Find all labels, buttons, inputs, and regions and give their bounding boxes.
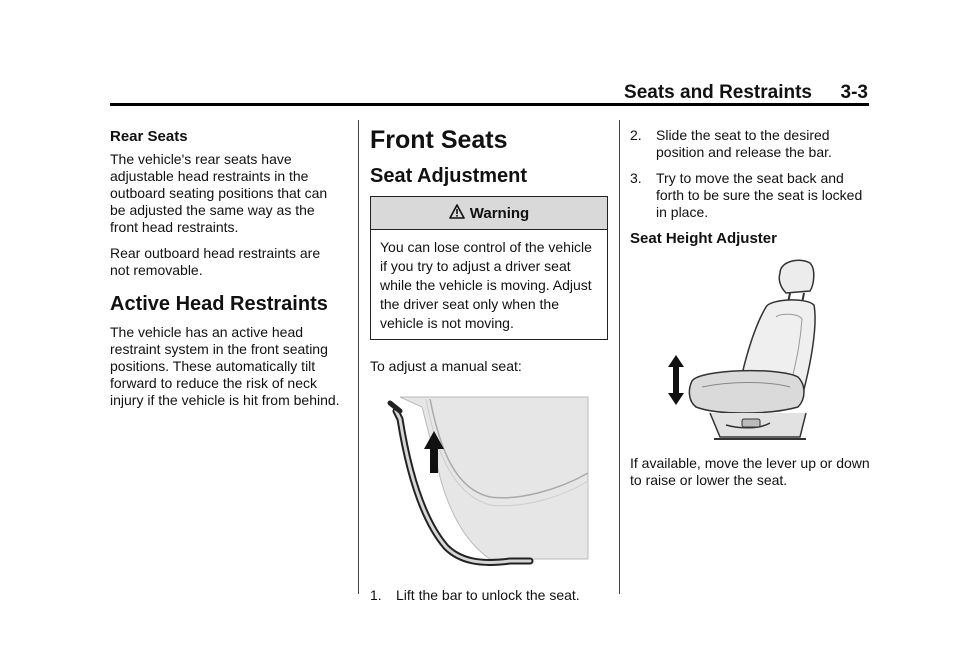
list-item <box>630 170 870 221</box>
seat-height-paragraph: If available, move the lever up or down to raise or lower the seat. <box>630 455 870 488</box>
column-divider-1 <box>358 120 359 594</box>
warning-text: You can lose control of the vehicle if you try to adjust a driver seat while the vehicle is moving. Adjust the driver seat only when the vehicle is not moving. <box>380 239 592 331</box>
step-3-text: Try to move the seat back and forth to be sure the seat is locked in place. <box>656 170 863 220</box>
seat-adjustment-heading: Seat Adjustment <box>370 165 528 187</box>
rear-seats-heading: Rear Seats <box>110 128 188 145</box>
column-right <box>630 127 870 498</box>
step-2-text: Slide the seat to the desired position and release the bar. <box>656 127 832 160</box>
page-number: 3-3 <box>840 82 868 103</box>
active-head-restraints-heading: Active Head Restraints <box>110 293 328 315</box>
page-header-title: Seats and Restraints <box>624 82 812 103</box>
column-middle <box>370 118 608 613</box>
seat-height-lever-illustration <box>630 257 870 447</box>
warning-label: Warning <box>469 204 530 222</box>
step-1-number: 1. <box>370 587 382 603</box>
column-divider-2 <box>619 120 620 594</box>
warning-triangle-icon <box>449 204 465 223</box>
warning-box <box>370 196 608 340</box>
seat-height-adjuster-heading: Seat Height Adjuster <box>630 230 777 247</box>
adjust-steps-list-2 <box>630 127 870 221</box>
manual-seat-intro: To adjust a manual seat: <box>370 358 522 374</box>
column-left <box>110 118 342 418</box>
step-1-text: Lift the bar to unlock the seat. <box>396 587 580 603</box>
header-rule <box>110 103 869 106</box>
list-item <box>630 127 870 161</box>
step-3-number: 3. <box>630 170 642 186</box>
active-head-restraints-paragraph: The vehicle has an active head restraint system in the front seating positions. These automatically tilt forward to reduce the risk of neck injury if the vehicle is hit from behind. <box>110 324 340 408</box>
rear-seats-paragraph-1: The vehicle's rear seats have adjustable head restraints in the outboard seating positions that can be adjusted the same way as the front head restraints. <box>110 151 328 235</box>
front-seats-heading: Front Seats <box>370 126 508 154</box>
rear-seats-paragraph-2: Rear outboard head restraints are not removable. <box>110 245 321 278</box>
adjust-steps-list-1 <box>370 587 608 604</box>
seat-adjust-bar-illustration <box>370 389 608 579</box>
step-2-number: 2. <box>630 127 642 143</box>
list-item <box>370 587 608 604</box>
warning-header <box>371 197 607 230</box>
